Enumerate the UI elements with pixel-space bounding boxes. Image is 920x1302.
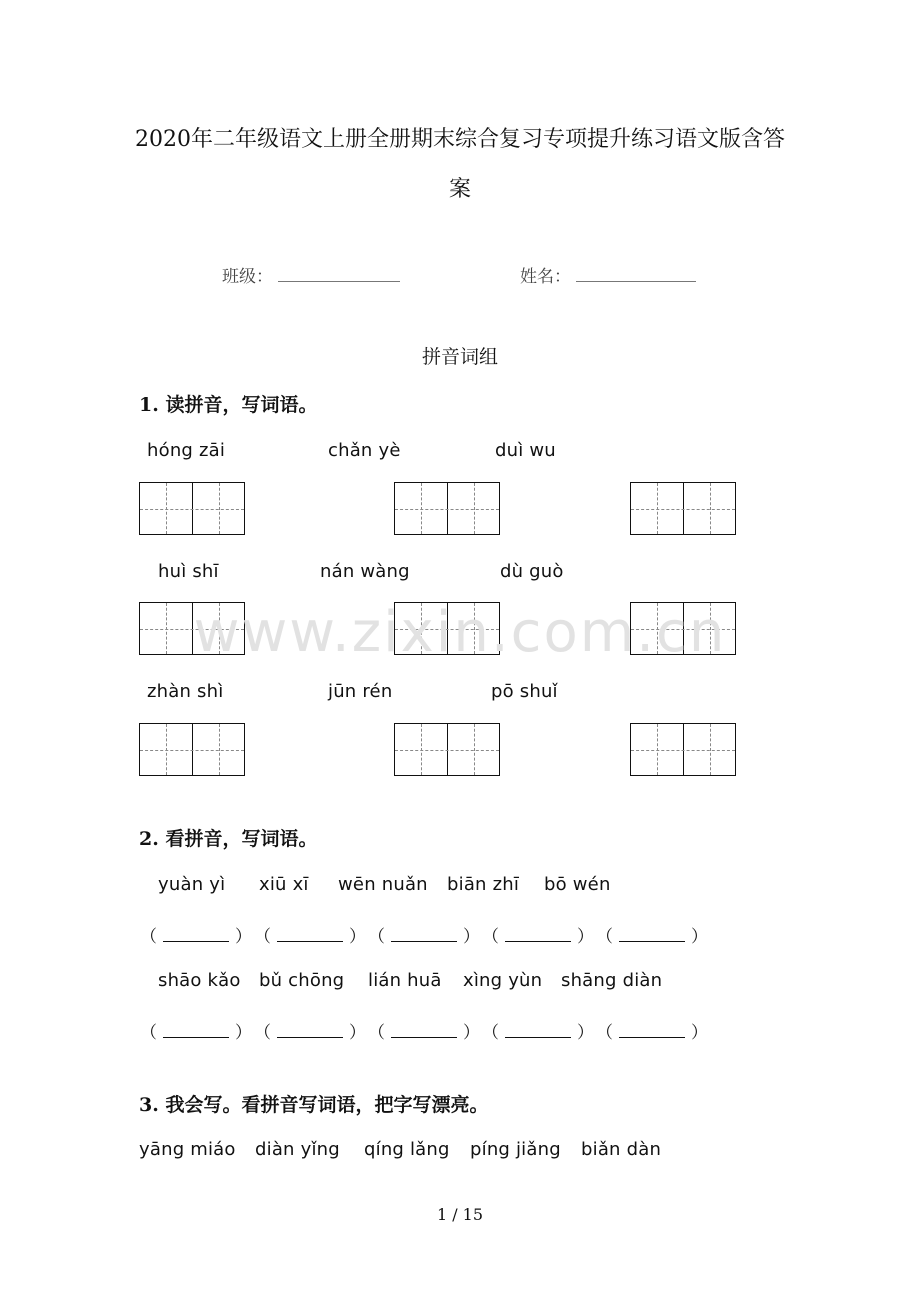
pinyin-word: wēn nuǎn xyxy=(338,874,428,895)
question-3-label: 3. 我会写。看拼音写词语，把字写漂亮。 xyxy=(139,1094,489,1116)
pinyin-word: yāng miáo xyxy=(139,1139,236,1160)
pinyin-word: xiū xī xyxy=(259,874,309,895)
writing-grid[interactable] xyxy=(394,723,500,776)
answer-blank[interactable]: （ ） xyxy=(482,1023,594,1043)
answer-blank[interactable]: （ ） xyxy=(596,1023,708,1043)
answer-blank[interactable]: （ ） xyxy=(368,1023,480,1043)
answer-blank[interactable]: （ ） xyxy=(140,1023,252,1043)
writing-grid[interactable] xyxy=(394,482,500,535)
pinyin-word: pō shuǐ xyxy=(491,681,558,702)
pinyin-word: hóng zāi xyxy=(147,440,226,461)
doc-title-line2: 案 xyxy=(448,177,471,202)
pinyin-word: lián huā xyxy=(368,970,442,991)
pinyin-word: huì shī xyxy=(158,561,219,582)
pinyin-word: diàn yǐng xyxy=(255,1139,340,1160)
writing-grid[interactable] xyxy=(630,723,736,776)
answer-blanks-row-2 xyxy=(140,1018,710,1043)
pinyin-word: duì wu xyxy=(495,440,556,461)
answer-blank[interactable]: （ ） xyxy=(368,927,480,947)
answer-blank[interactable]: （ ） xyxy=(482,927,594,947)
answer-blank[interactable]: （ ） xyxy=(254,927,366,947)
name-label: 姓名： xyxy=(520,267,571,287)
class-label: 班级： xyxy=(222,267,273,287)
answer-blank[interactable]: （ ） xyxy=(140,927,252,947)
pinyin-word: dù guò xyxy=(500,561,564,582)
class-blank xyxy=(278,280,400,282)
name-field xyxy=(520,262,696,287)
section-title: 拼音词组 xyxy=(421,346,498,368)
name-blank xyxy=(576,280,696,282)
pinyin-word: nán wàng xyxy=(320,561,410,582)
question-2-label: 2. 看拼音，写词语。 xyxy=(139,828,318,850)
pinyin-word: shāng diàn xyxy=(561,970,663,991)
pinyin-word: biān zhī xyxy=(447,874,520,895)
pinyin-word: bō wén xyxy=(544,874,611,895)
pinyin-word: yuàn yì xyxy=(158,874,226,895)
pinyin-word: xìng yùn xyxy=(463,970,543,991)
pinyin-word: jūn rén xyxy=(328,681,393,702)
answer-blank[interactable]: （ ） xyxy=(254,1023,366,1043)
pinyin-word: chǎn yè xyxy=(328,440,401,461)
watermark: www.zixin.com.cn xyxy=(193,600,727,665)
question-1-label: 1. 读拼音，写词语。 xyxy=(139,394,318,416)
writing-grid[interactable] xyxy=(139,723,245,776)
answer-blank[interactable]: （ ） xyxy=(596,927,708,947)
pinyin-word: qíng lǎng xyxy=(364,1139,450,1160)
answer-blanks-row-1 xyxy=(140,922,710,947)
class-field xyxy=(222,262,400,287)
pinyin-word: zhàn shì xyxy=(147,681,224,702)
pinyin-word: píng jiǎng xyxy=(470,1139,561,1160)
pinyin-word: shāo kǎo xyxy=(158,970,241,991)
writing-grid[interactable] xyxy=(139,482,245,535)
page-number: 1 / 15 xyxy=(436,1205,484,1224)
writing-grid[interactable] xyxy=(630,482,736,535)
pinyin-word: bǔ chōng xyxy=(259,970,345,991)
doc-title-line1: 2020年二年级语文上册全册期末综合复习专项提升练习语文版含答 xyxy=(135,127,785,152)
pinyin-word: biǎn dàn xyxy=(581,1139,662,1160)
